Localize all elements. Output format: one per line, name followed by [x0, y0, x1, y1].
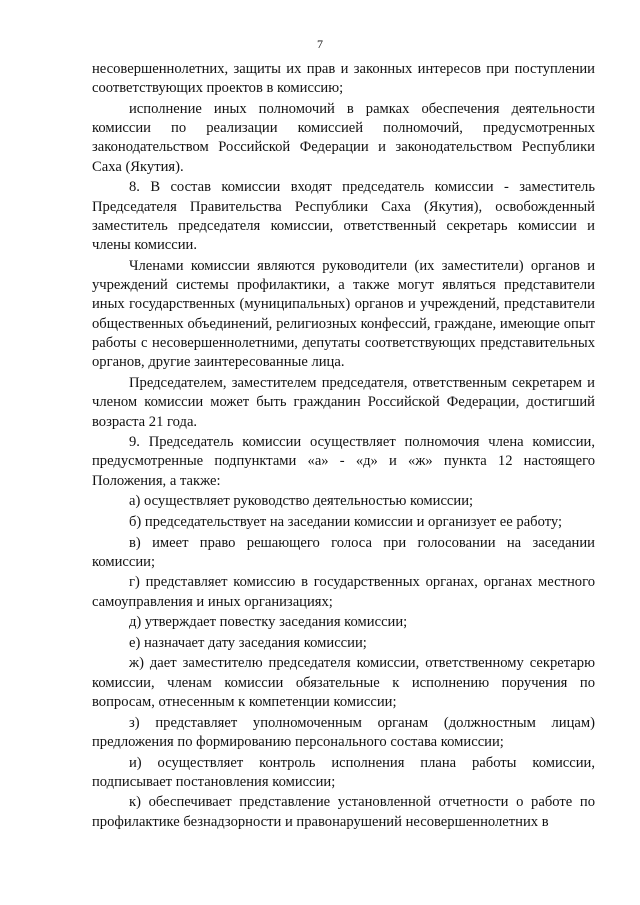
list-item-b: б) председательствует на заседании комиссии и организует ее работу;: [129, 513, 563, 530]
list-item-k: к) обеспечивает представление установленной отчетности о работе по профилактике безнадзорности и правонарушений несовершеннолетних в: [92, 794, 595, 830]
list-item-e: е) назначает дату заседания комиссии;: [129, 634, 367, 651]
list-item-zh: ж) дает заместителю председателя комиссии, ответственному секретарю комиссии, членам комиссии обязательные к исполнению поручения по вопросам, отнесенным к компетенции комиссии;: [92, 655, 595, 711]
paragraph-1: несовершеннолетних, защиты их прав и законных интересов при поступлении соответствующих проектов в комиссию;: [92, 61, 595, 97]
paragraph-3: 8. В состав комиссии входят председатель комиссии - заместитель Председателя Правительства Республики Саха (Якутия), освобожденный заместитель председателя комиссии, ответственный секретарь комиссии и члены комиссии.: [92, 179, 595, 254]
document-body: [92, 60, 595, 833]
paragraph-2: исполнение иных полномочий в рамках обеспечения деятельности комиссии по реализации комиссией полномочий, предусмотренных законодательством Российской Федерации и законодательством Республики Саха (Якутия).: [92, 100, 595, 175]
page-number: 7: [317, 37, 323, 51]
list-item-i: и) осуществляет контроль исполнения плана работы комиссии, подписывает постановления комиссии;: [92, 754, 595, 790]
list-item-a: а) осуществляет руководство деятельностью комиссии;: [129, 493, 474, 510]
paragraph-5: Председателем, заместителем председателя, ответственным секретарем и членом комиссии может быть гражданин Российской Федерации, достигший возраста 21 года.: [92, 374, 595, 430]
list-item-d: д) утверждает повестку заседания комиссии;: [129, 614, 408, 631]
list-item-v: в) имеет право решающего голоса при голосовании на заседании комиссии;: [92, 534, 595, 570]
paragraph-6: 9. Председатель комиссии осуществляет полномочия члена комиссии, предусмотренные подпунктами «а» - «д» и «ж» пункта 12 настоящего Положения, а также:: [92, 434, 595, 489]
paragraph-4: Членами комиссии являются руководители (их заместители) органов и учреждений системы профилактики, а также могут являться представители иных государственных (муниципальных) органов и учреждений, представители общественных объединений, религиозных конфессий, граждане, имеющие опыт работы с несовершеннолетними, депутаты соответствующих представительных органов, другие заинтересованные лица.: [92, 257, 595, 371]
list-item-z: з) представляет уполномоченным органам (должностным лицам) предложения по формированию персонального состава комиссии;: [92, 714, 595, 750]
list-item-g: г) представляет комиссию в государственных органах, органах местного самоуправления и иных организациях;: [92, 574, 595, 610]
